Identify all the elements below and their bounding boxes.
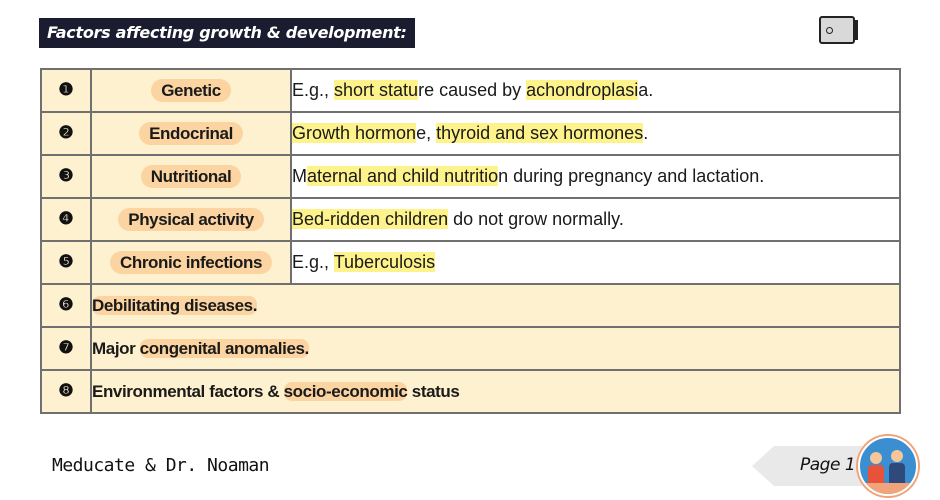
description-text: status: [407, 381, 460, 401]
factors-table: [40, 68, 901, 414]
factor-row: [41, 370, 900, 413]
description-text: Major: [92, 338, 140, 358]
factor-row: [41, 241, 900, 284]
row-number-badge: ❹: [58, 208, 74, 228]
factor-label: Nutritional: [141, 165, 242, 188]
meducate-logo: [858, 436, 918, 496]
factor-label: Endocrinal: [139, 122, 243, 145]
factor-description: [291, 112, 900, 155]
factor-row: [41, 69, 900, 112]
factor-description: [291, 198, 900, 241]
row-number-badge: ❺: [58, 251, 74, 271]
description-text: Environmental factors &: [92, 381, 284, 401]
footer-credit: Meducate & Dr. Noaman: [52, 455, 270, 476]
highlighted-text: aternal and child nutritio: [307, 166, 499, 186]
highlighted-text: Growth hormon: [292, 123, 417, 143]
row-number-badge: ❷: [58, 122, 74, 142]
highlighted-text: congenital anomalies.: [139, 338, 309, 358]
row-number: [41, 69, 91, 112]
description-text: E.g.,: [292, 80, 335, 100]
highlighted-text: Debilitating diseases.: [92, 295, 258, 315]
factor-description: [291, 241, 900, 284]
lens-icon: [826, 27, 833, 34]
row-number-badge: ❸: [58, 165, 74, 185]
factor-description-wide: [91, 327, 900, 370]
factor-label: Physical activity: [118, 208, 264, 231]
row-number: [41, 112, 91, 155]
row-number-badge: ❼: [58, 337, 74, 357]
description-text: .: [643, 123, 649, 143]
factor-label: Chronic infections: [110, 251, 272, 274]
row-number: [41, 284, 91, 327]
highlighted-text: achondroplasi: [526, 80, 639, 100]
factor-row: [41, 284, 900, 327]
highlighted-text: short statu: [334, 80, 419, 100]
row-number-badge: ❶: [58, 79, 74, 99]
row-number-badge: ❻: [58, 294, 74, 314]
page-number: Page 1: [800, 455, 856, 475]
description-text: M: [292, 166, 307, 186]
row-number: [41, 155, 91, 198]
description-text: E.g.,: [292, 252, 334, 272]
highlighted-text: Tuberculosis: [333, 252, 436, 272]
page-title: Factors affecting growth & development:: [39, 18, 415, 48]
row-number-badge: ❽: [58, 380, 74, 400]
row-number: [41, 241, 91, 284]
description-text: n during pregnancy and lactation.: [498, 166, 765, 186]
factor-name: [91, 155, 291, 198]
factor-row: [41, 327, 900, 370]
factor-description: [291, 69, 900, 112]
factor-description-wide: [91, 370, 900, 413]
factor-name: [91, 198, 291, 241]
description-text: re caused by: [418, 80, 527, 100]
description-text: do not grow normally.: [448, 209, 624, 229]
factor-label: Genetic: [151, 79, 231, 102]
factor-description: [291, 155, 900, 198]
row-number: [41, 198, 91, 241]
highlighted-text: socio-economic: [283, 381, 408, 401]
description-text: e,: [416, 123, 437, 143]
factor-name: [91, 69, 291, 112]
factor-row: [41, 112, 900, 155]
factor-name: [91, 241, 291, 284]
factor-row: [41, 155, 900, 198]
highlighted-text: thyroid and sex hormones: [436, 123, 644, 143]
factor-row: [41, 198, 900, 241]
row-number: [41, 370, 91, 413]
description-text: a.: [638, 80, 654, 100]
factor-name: [91, 112, 291, 155]
factor-description-wide: [91, 284, 900, 327]
highlighted-text: Bed-ridden children: [292, 209, 449, 229]
projector-icon: [819, 16, 855, 44]
row-number: [41, 327, 91, 370]
